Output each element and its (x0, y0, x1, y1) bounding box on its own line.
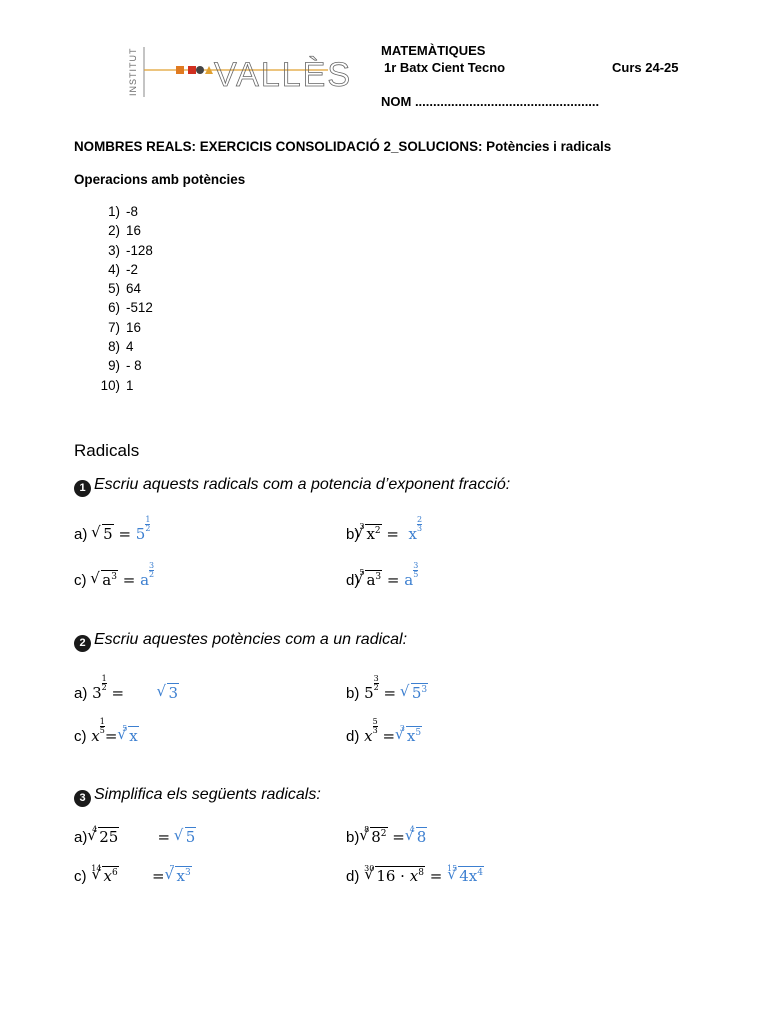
ex1-b: b)$^3$√ $x^2 = x$ $\frac{2}{3}$ (346, 516, 422, 543)
ex2-d: d) x $\frac{5}{3}$ = $^3$√ $x^5$ (346, 718, 422, 745)
name-field[interactable]: NOM ................................................... (381, 94, 600, 109)
bullet-3-icon: 3 (74, 790, 91, 807)
ex1-c: c) √ $a^3 = a$ $\frac{3}{2}$ (74, 562, 154, 589)
list-item: 8) 4 (108, 339, 134, 355)
logo-wordmark: VALLÈS (214, 56, 353, 94)
logo-vertical-text: INSTITUT (128, 47, 138, 97)
list-item: 7) 16 (108, 319, 141, 335)
course-label: 1r Batx Cient Tecno (384, 60, 506, 75)
list-item: 9) - 8 (108, 358, 142, 374)
exercise-1-prompt: 1 Escriu aquests radicals com a potencia d’exponent fracció: (74, 476, 510, 497)
ex3-c: c) $^{14}$√ $x^6$ = $^7$√ $x^3$ (74, 864, 192, 885)
ex3-d: d) $^{30}$√ $16 \cdot x^8 = ^{15}√$ $4x^4$ (346, 864, 484, 885)
subject-label: MATEMÀTIQUES (381, 43, 486, 58)
bullet-1-icon: 1 (74, 480, 91, 497)
exercise-2-prompt: 2 Escriu aquestes potències com a un radical: (74, 631, 407, 652)
document-title: NOMBRES REALS: EXERCICIS CONSOLIDACIÓ 2_SOLUCIONS: Potències i radicals (74, 139, 612, 154)
list-item: 6) -512 (108, 300, 153, 316)
list-item: 10) 1 (100, 377, 134, 393)
year-label: Curs 24-25 (612, 60, 679, 75)
logo-graphic (128, 44, 353, 100)
list-item: 3) -128 (108, 242, 153, 258)
list-item: 5) 64 (108, 281, 141, 297)
ex2-c: c) x $\frac{1}{5}$ = $^5$√ x (74, 718, 139, 745)
radicals-heading: Radicals (74, 441, 140, 460)
list-item: 4) -2 (108, 261, 138, 277)
powers-answers-list (92, 202, 153, 395)
ex1-a: a) √ 5 = 5 $\frac{1}{2}$ (74, 516, 150, 543)
exercise-3-prompt: 3 Simplifica els següents radicals: (74, 786, 321, 807)
powers-heading: Operacions amb potències (74, 172, 246, 187)
ex2-a: a) 3 $\frac{1}{2}$ = √ 3 (74, 675, 179, 702)
bullet-2-icon: 2 (74, 635, 91, 652)
ex1-d: d)$^5$√ $a^3 = a$ $\frac{3}{5}$ (346, 562, 418, 589)
ex3-b: b) $^8$√ $8^2 = ^4√$ 8 (346, 825, 427, 846)
school-logo (128, 44, 353, 100)
ex2-b: b) 5 $\frac{3}{2}$ = √ $5^3$ (346, 675, 428, 702)
list-item: 1) -8 (108, 204, 138, 219)
ex3-a: a) $^4$√ 25 = √ 5 (74, 825, 196, 846)
list-item: 2) 16 (108, 223, 141, 239)
